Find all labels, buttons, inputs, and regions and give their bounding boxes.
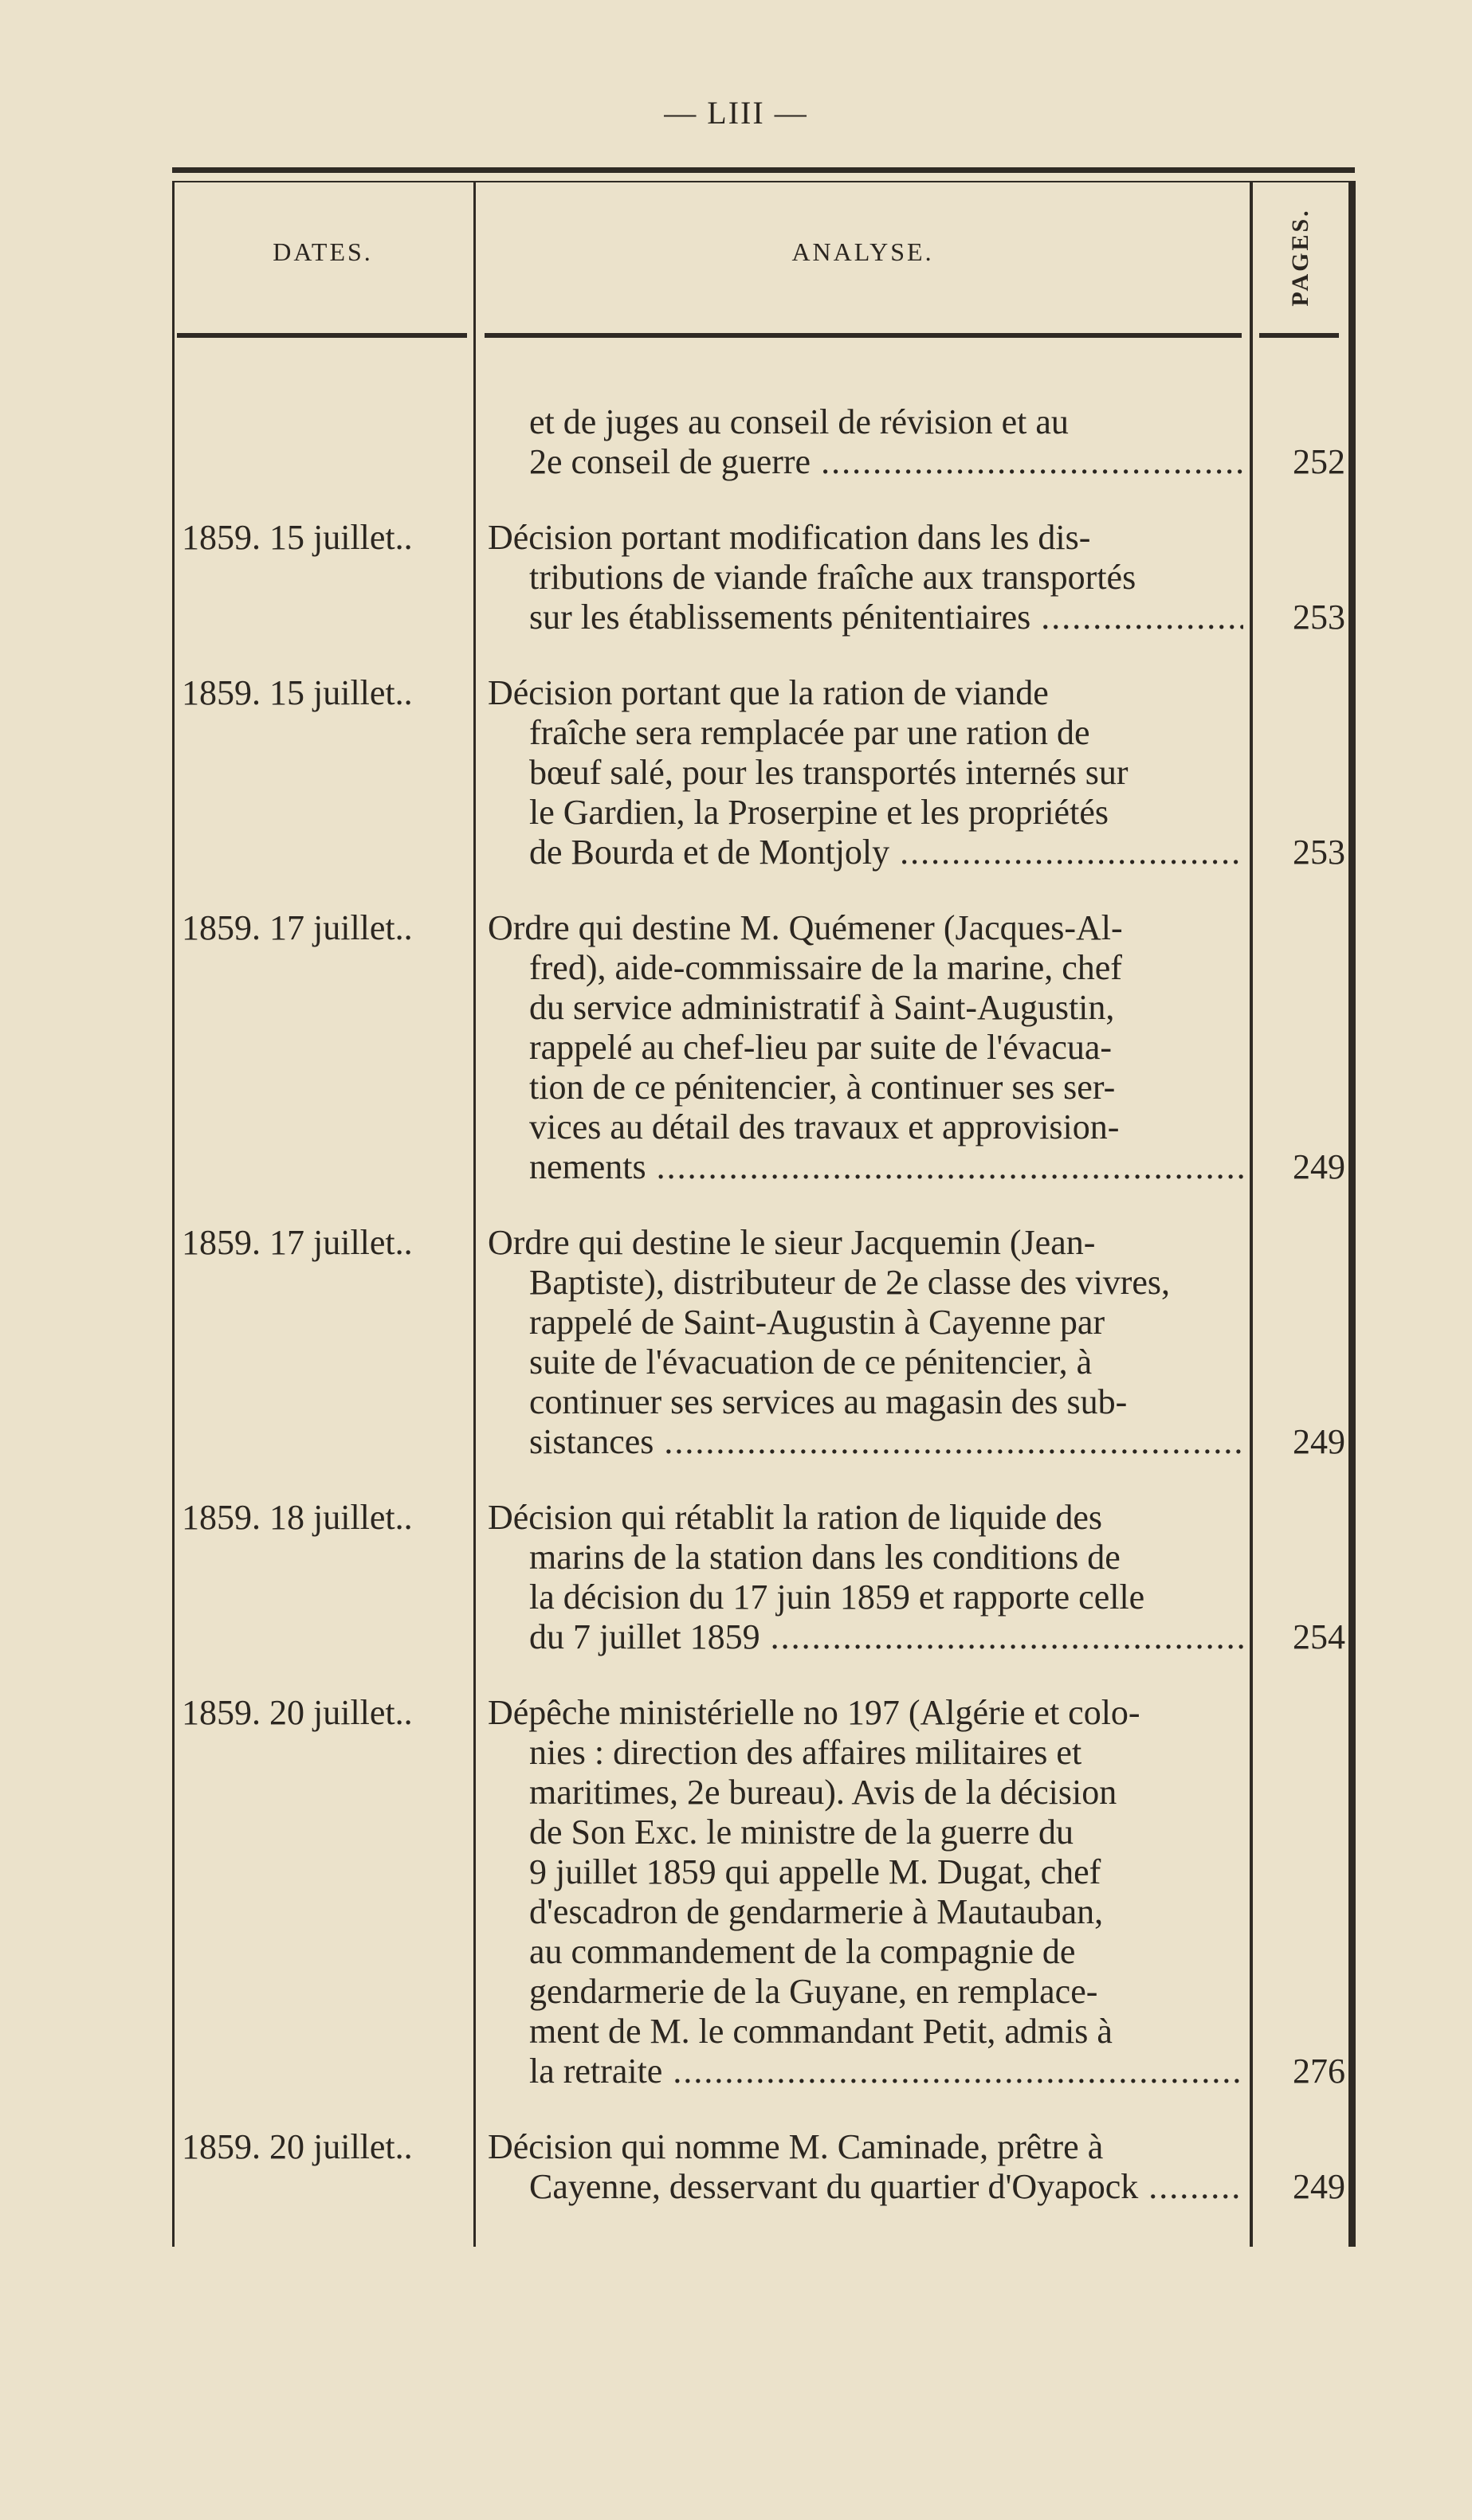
leader-dots xyxy=(1138,2167,1243,2206)
entry-text-line xyxy=(488,1303,1243,1342)
entry-text: marins de la station dans les conditions de xyxy=(529,1538,1121,1577)
entry-text: au commandement de la compagnie de xyxy=(529,1932,1076,1971)
entry-text-line xyxy=(488,1498,1243,1538)
entry-text: d'escadron de gendarmerie à Mautauban, xyxy=(529,1892,1104,1931)
entry-text-line xyxy=(488,1223,1243,1263)
entry-page-number: 252 xyxy=(1293,442,1345,481)
entry-text-line xyxy=(488,713,1243,753)
dot-leader xyxy=(529,2052,1243,2091)
page-number: — LIII — xyxy=(664,95,808,131)
entry-text: sur les établissements pénitentiaires xyxy=(529,598,1031,637)
entry-text-line xyxy=(488,1263,1243,1303)
entry-analysis xyxy=(488,518,1243,637)
entry-text: de Son Exc. le ministre de la guerre du xyxy=(529,1813,1074,1852)
dot-leader xyxy=(529,1422,1243,1462)
entry-date: 1859. 17 juillet.. xyxy=(182,1223,413,1262)
entry-date: 1859. 15 juillet.. xyxy=(182,673,413,712)
entry-text: Décision portant que la ration de viande xyxy=(488,673,1049,712)
entry-text: fred), aide-commissaire de la marine, chef xyxy=(529,948,1122,987)
column-header-pages-cell xyxy=(1253,183,1348,331)
dot-leader xyxy=(529,833,1243,872)
entry-text: tributions de viande fraîche aux transportés xyxy=(529,558,1136,597)
entry-text: du 7 juillet 1859 xyxy=(529,1617,760,1656)
entry-text-line xyxy=(488,598,1243,637)
entry-page-number: 253 xyxy=(1293,833,1345,872)
entry-text-line xyxy=(488,1892,1243,1932)
entry-text-line xyxy=(488,1693,1243,1733)
column-header-pages: PAGES. xyxy=(1287,208,1313,307)
entry-analysis xyxy=(488,673,1243,872)
entry-text-line xyxy=(488,1068,1243,1107)
entry-text: Décision qui rétablit la ration de liquide des xyxy=(488,1498,1103,1537)
entry-analysis xyxy=(488,1223,1243,1462)
table-row xyxy=(172,1498,1355,1657)
entry-text: fraîche sera remplacée par une ration de xyxy=(529,713,1090,752)
entry-text: Décision qui nomme M. Caminade, prêtre à xyxy=(488,2127,1104,2166)
entry-text: gendarmerie de la Guyane, en remplace- xyxy=(529,1972,1098,2011)
entry-page-number: 254 xyxy=(1293,1617,1345,1656)
entry-text-line xyxy=(488,2012,1243,2052)
entry-date: 1859. 20 juillet.. xyxy=(182,2127,413,2166)
leader-dots xyxy=(646,1147,1243,1186)
entry-text-line xyxy=(488,1733,1243,1773)
entry-analysis xyxy=(488,2127,1243,2207)
entry-analysis xyxy=(488,402,1243,482)
entry-text-line xyxy=(488,518,1243,558)
entry-page-number: 249 xyxy=(1293,1147,1345,1186)
entry-text: tion de ce pénitencier, à continuer ses ser- xyxy=(529,1068,1116,1107)
table-row xyxy=(172,673,1355,872)
entry-text: de Bourda et de Montjoly xyxy=(529,833,890,872)
leader-dots xyxy=(889,833,1243,872)
entry-text: Dépêche ministérielle no 197 (Algérie et colo- xyxy=(488,1693,1140,1732)
entry-text-line xyxy=(488,1577,1243,1617)
leader-dots xyxy=(1030,598,1243,637)
entry-text-line xyxy=(488,1852,1243,1892)
table-row xyxy=(172,1693,1355,2091)
table-top-thin-rule xyxy=(172,181,1355,182)
entry-text: maritimes, 2e bureau). Avis de la décision xyxy=(529,1773,1117,1812)
entry-text-line xyxy=(488,908,1243,948)
entry-text-line xyxy=(488,833,1243,872)
entry-text: Décision portant modification dans les dis- xyxy=(488,518,1091,557)
entry-text-line xyxy=(488,1342,1243,1382)
entry-text: le Gardien, la Proserpine et les propriétés xyxy=(529,793,1109,832)
index-table xyxy=(172,167,1355,2247)
entry-text: nements xyxy=(529,1147,646,1186)
entry-text-line xyxy=(488,1422,1243,1462)
entry-text-line xyxy=(488,673,1243,713)
table-row xyxy=(172,1223,1355,1462)
entry-text: la décision du 17 juin 1859 et rapporte celle xyxy=(529,1577,1145,1617)
entry-text: Cayenne, desservant du quartier d'Oyapock xyxy=(529,2167,1139,2206)
entry-text: rappelé au chef-lieu par suite de l'évacua- xyxy=(529,1028,1113,1067)
entry-text-line xyxy=(488,1773,1243,1813)
entry-text: 2e conseil de guerre xyxy=(529,442,811,481)
entry-text-line xyxy=(488,753,1243,793)
table-top-rule xyxy=(172,167,1355,173)
entry-date: 1859. 20 juillet.. xyxy=(182,1693,413,1732)
entry-text: sistances xyxy=(529,1422,654,1461)
entries-list xyxy=(172,402,1355,2243)
dot-leader xyxy=(529,598,1243,637)
entry-date: 1859. 17 juillet.. xyxy=(182,908,413,947)
entry-text-line xyxy=(488,442,1243,482)
entry-text: continuer ses services au magasin des sub- xyxy=(529,1382,1128,1421)
entry-text: 9 juillet 1859 qui appelle M. Dugat, chef xyxy=(529,1852,1101,1891)
table-row xyxy=(172,908,1355,1187)
entry-text-line xyxy=(488,402,1243,442)
entry-text: la retraite xyxy=(529,2052,663,2091)
entry-text-line xyxy=(488,558,1243,598)
header-underline-dates xyxy=(177,333,467,338)
entry-text-line xyxy=(488,1538,1243,1577)
entry-text-line xyxy=(488,2167,1243,2207)
entry-date: 1859. 18 juillet.. xyxy=(182,1498,413,1537)
entry-text-line xyxy=(488,1813,1243,1852)
entry-page-number: 249 xyxy=(1293,2167,1345,2206)
header-underline-pages xyxy=(1259,333,1339,338)
entry-page-number: 253 xyxy=(1293,598,1345,637)
entry-text-line xyxy=(488,793,1243,833)
entry-text: nies : direction des affaires militaires et xyxy=(529,1733,1082,1772)
table-row xyxy=(172,402,1355,482)
entry-text-line xyxy=(488,1617,1243,1657)
entry-analysis xyxy=(488,1693,1243,2091)
column-header-dates: DATES. xyxy=(273,237,373,266)
entry-text-line xyxy=(488,1028,1243,1068)
entry-text: Ordre qui destine le sieur Jacquemin (Jean- xyxy=(488,1223,1096,1262)
entry-text: vices au détail des travaux et approvision- xyxy=(529,1107,1120,1146)
entry-text: Baptiste), distributeur de 2e classe des vivres, xyxy=(529,1263,1171,1302)
entry-text-line xyxy=(488,1972,1243,2012)
leader-dots xyxy=(760,1617,1243,1656)
entry-text-line xyxy=(488,1932,1243,1972)
entry-text: rappelé de Saint-Augustin à Cayenne par xyxy=(529,1303,1105,1342)
leader-dots xyxy=(811,442,1243,481)
entry-text: du service administratif à Saint-Augustin, xyxy=(529,988,1115,1027)
dot-leader xyxy=(529,1147,1243,1187)
entry-text-line xyxy=(488,2052,1243,2091)
table-row xyxy=(172,2127,1355,2207)
dot-leader xyxy=(529,1617,1243,1657)
table-row xyxy=(172,518,1355,637)
entry-analysis xyxy=(488,1498,1243,1657)
header-underline-analyse xyxy=(485,333,1242,338)
leader-dots xyxy=(654,1422,1243,1461)
entry-text: suite de l'évacuation de ce pénitencier, à xyxy=(529,1342,1093,1381)
dot-leader xyxy=(529,2167,1243,2207)
entry-text: et de juges au conseil de révision et au xyxy=(529,402,1069,441)
entry-analysis xyxy=(488,908,1243,1187)
leader-dots xyxy=(662,2052,1243,2091)
dot-leader xyxy=(529,442,1243,482)
entry-text-line xyxy=(488,948,1243,988)
entry-text: bœuf salé, pour les transportés internés sur xyxy=(529,753,1129,792)
column-header-analyse: ANALYSE. xyxy=(791,237,934,266)
entry-text: ment de M. le commandant Petit, admis à xyxy=(529,2012,1113,2051)
entry-page-number: 249 xyxy=(1293,1422,1345,1461)
entry-text-line xyxy=(488,1382,1243,1422)
entry-text-line xyxy=(488,988,1243,1028)
entry-text: Ordre qui destine M. Quémener (Jacques-Al- xyxy=(488,908,1123,947)
entry-text-line xyxy=(488,1147,1243,1187)
entry-date: 1859. 15 juillet.. xyxy=(182,518,413,557)
entry-text-line xyxy=(488,2127,1243,2167)
entry-page-number: 276 xyxy=(1293,2052,1345,2091)
entry-text-line xyxy=(488,1107,1243,1147)
